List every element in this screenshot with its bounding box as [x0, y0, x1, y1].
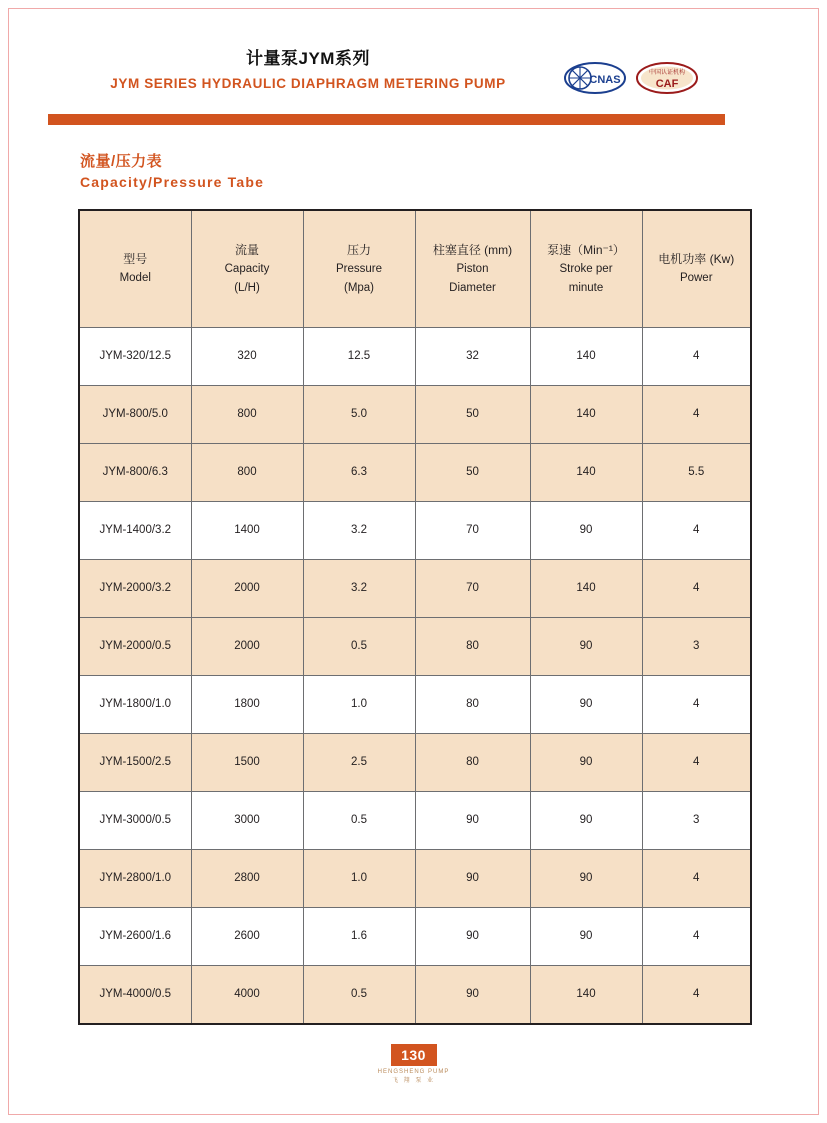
cell-pressure: 6.3 [303, 444, 415, 502]
cell-piston-diameter: 32 [415, 328, 530, 386]
cell-stroke: 90 [530, 676, 642, 734]
cell-power: 3 [642, 618, 751, 676]
cell-piston-diameter: 80 [415, 734, 530, 792]
title-block [48, 48, 568, 95]
spec-table-wrapper [78, 209, 750, 1025]
cell-power: 4 [642, 908, 751, 966]
column-header-en: Pressure [335, 262, 383, 275]
footer-company-cn: 飞 翔 泵 业 [391, 1078, 435, 1084]
cell-piston-diameter: 90 [415, 908, 530, 966]
table-row [79, 502, 751, 560]
table-body [79, 328, 751, 1025]
svg-text:中国认证机构: 中国认证机构 [648, 70, 686, 76]
svg-text:CAF: CAF [655, 78, 679, 90]
cell-model: JYM-2600/1.6 [79, 908, 191, 966]
table-row [79, 734, 751, 792]
cell-model: JYM-800/5.0 [79, 386, 191, 444]
column-header-stroke-per-minute [530, 210, 642, 328]
cnas-logo-icon [564, 58, 626, 98]
cell-capacity: 2800 [191, 850, 303, 908]
table-row [79, 386, 751, 444]
cell-pressure: 0.5 [303, 792, 415, 850]
page-footer [0, 1044, 827, 1086]
cell-stroke: 140 [530, 966, 642, 1025]
cell-capacity: 1800 [191, 676, 303, 734]
cell-model: JYM-2800/1.0 [79, 850, 191, 908]
column-header-cn: 型号 [123, 252, 148, 266]
cell-model: JYM-4000/0.5 [79, 966, 191, 1025]
cell-pressure: 2.5 [303, 734, 415, 792]
header-divider [48, 114, 780, 125]
capacity-pressure-table [78, 209, 752, 1025]
cell-capacity: 2000 [191, 618, 303, 676]
column-header-unit: minute [568, 281, 604, 294]
cell-model: JYM-2000/0.5 [79, 618, 191, 676]
column-header-cn: 电机功率 (Kw) [658, 252, 735, 266]
cell-power: 4 [642, 850, 751, 908]
column-header-cn: 柱塞直径 (mm) [432, 242, 513, 257]
table-row [79, 618, 751, 676]
cell-power: 4 [642, 676, 751, 734]
column-header-en: Model [119, 272, 151, 284]
section-heading-cn: 流量/压力表 [80, 153, 163, 170]
cell-stroke: 90 [530, 502, 642, 560]
certification-logos [564, 58, 724, 104]
cell-power: 4 [642, 734, 751, 792]
cell-power: 4 [642, 560, 751, 618]
table-row [79, 850, 751, 908]
cell-capacity: 2600 [191, 908, 303, 966]
cell-piston-diameter: 70 [415, 502, 530, 560]
cell-pressure: 3.2 [303, 560, 415, 618]
page-number-badge: 130 [391, 1044, 437, 1066]
cell-power: 4 [642, 328, 751, 386]
cell-power: 4 [642, 502, 751, 560]
cell-stroke: 140 [530, 560, 642, 618]
table-row [79, 966, 751, 1025]
column-header-cn: 流量 [234, 242, 259, 257]
table-header-row [79, 210, 751, 328]
cell-stroke: 90 [530, 850, 642, 908]
column-header-pressure [303, 210, 415, 328]
cell-piston-diameter: 50 [415, 444, 530, 502]
column-header-unit: (Mpa) [343, 281, 375, 294]
cell-power: 5.5 [642, 444, 751, 502]
cell-pressure: 1.0 [303, 850, 415, 908]
column-header-cn: 压力 [346, 242, 371, 257]
cell-stroke: 90 [530, 618, 642, 676]
cell-piston-diameter: 90 [415, 966, 530, 1025]
section-heading [80, 152, 264, 192]
cell-pressure: 0.5 [303, 966, 415, 1025]
column-header-en: Stroke per [559, 262, 613, 275]
cell-capacity: 1400 [191, 502, 303, 560]
cell-stroke: 140 [530, 328, 642, 386]
caf-logo-icon [636, 58, 698, 98]
cell-capacity: 800 [191, 386, 303, 444]
cell-stroke: 90 [530, 734, 642, 792]
cell-power: 4 [642, 966, 751, 1025]
cell-pressure: 5.0 [303, 386, 415, 444]
cell-stroke: 140 [530, 386, 642, 444]
cell-model: JYM-3000/0.5 [79, 792, 191, 850]
cell-piston-diameter: 80 [415, 676, 530, 734]
cell-capacity: 320 [191, 328, 303, 386]
page-title-cn: 计量泵JYM系列 [246, 49, 370, 68]
cell-model: JYM-320/12.5 [79, 328, 191, 386]
column-header-power [642, 210, 751, 328]
svg-text:CNAS: CNAS [589, 74, 621, 86]
table-row [79, 328, 751, 386]
cell-piston-diameter: 90 [415, 850, 530, 908]
column-header-unit: (L/H) [234, 281, 260, 294]
column-header-en: Capacity [224, 262, 270, 275]
cell-piston-diameter: 50 [415, 386, 530, 444]
cell-stroke: 90 [530, 908, 642, 966]
table-row [79, 560, 751, 618]
table-row [79, 676, 751, 734]
cell-stroke: 90 [530, 792, 642, 850]
footer-company-en: HENGSHENG PUMP [377, 1069, 450, 1075]
cell-power: 3 [642, 792, 751, 850]
cell-model: JYM-800/6.3 [79, 444, 191, 502]
column-header-cn: 泵速（Min⁻¹） [547, 242, 625, 257]
column-header-capacity [191, 210, 303, 328]
cell-stroke: 140 [530, 444, 642, 502]
cell-model: JYM-1500/2.5 [79, 734, 191, 792]
cell-capacity: 800 [191, 444, 303, 502]
cell-pressure: 1.6 [303, 908, 415, 966]
page-title-en: JYM SERIES HYDRAULIC DIAPHRAGM METERING PUMP [110, 76, 506, 91]
column-header-model [79, 210, 191, 328]
cell-piston-diameter: 90 [415, 792, 530, 850]
cell-piston-diameter: 80 [415, 618, 530, 676]
cell-pressure: 1.0 [303, 676, 415, 734]
table-row [79, 444, 751, 502]
column-header-piston-diameter [415, 210, 530, 328]
column-header-en: Piston [456, 262, 489, 275]
cell-model: JYM-1400/3.2 [79, 502, 191, 560]
cell-pressure: 12.5 [303, 328, 415, 386]
cell-capacity: 3000 [191, 792, 303, 850]
cell-pressure: 0.5 [303, 618, 415, 676]
cell-capacity: 2000 [191, 560, 303, 618]
section-heading-en: Capacity/Pressure Tabe [80, 174, 265, 190]
cell-power: 4 [642, 386, 751, 444]
cell-capacity: 1500 [191, 734, 303, 792]
cell-model: JYM-1800/1.0 [79, 676, 191, 734]
cell-piston-diameter: 70 [415, 560, 530, 618]
cell-model: JYM-2000/3.2 [79, 560, 191, 618]
cell-capacity: 4000 [191, 966, 303, 1025]
table-row [79, 792, 751, 850]
column-header-unit: Diameter [449, 281, 496, 294]
table-row [79, 908, 751, 966]
page-header [48, 48, 780, 118]
cell-pressure: 3.2 [303, 502, 415, 560]
column-header-en: Power [679, 272, 713, 284]
